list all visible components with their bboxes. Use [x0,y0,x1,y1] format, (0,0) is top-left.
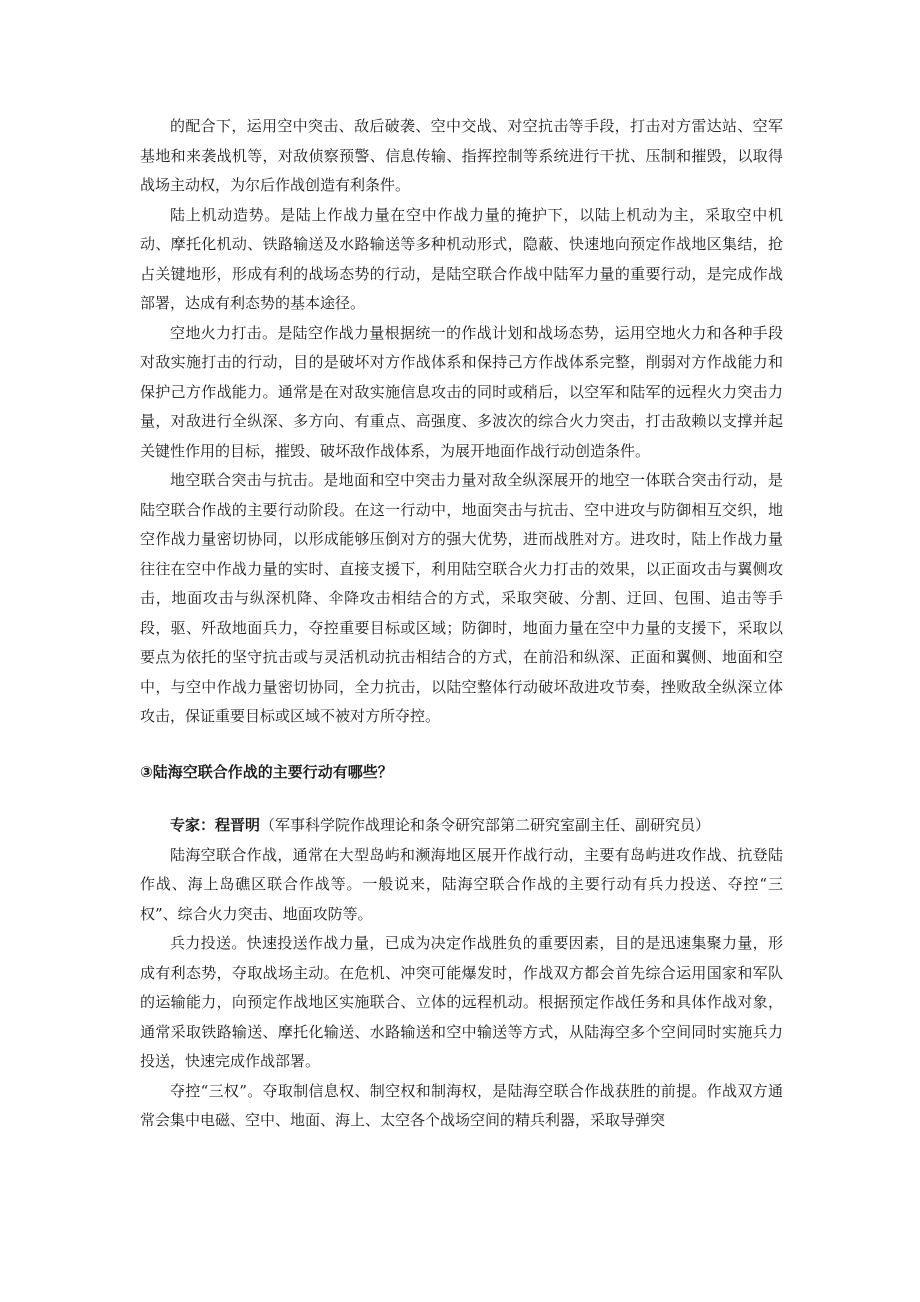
paragraph-air-strike-continuation: 的配合下，运用空中突击、敌后破袭、空中交战、对空抗击等手段，打击对方雷达站、空军基地和来袭战机等，对敌侦察预警、信息传输、指挥控制等系统进行干扰、压制和摧毁，以取得战场主动权，为尔后作战创造有利条件。 [140,117,783,194]
paragraph-air-ground-assault: 地空联合突击与抗击。是地面和空中突击力量对敌全纵深展开的地空一体联合突击行动，是陆空联合作战的主要行动阶段。在这一行动中，地面突击与抗击、空中进攻与防御相互交织，地空作战力量密切协同，以形成能够压倒对方的强大优势，进而战胜对方。进攻时，陆上作战力量往往在空中作战力量的实时、直接支援下，利用陆空联合火力打击的效果，以正面攻击与翼侧攻击，地面攻击与纵深机降、伞降攻击相结合的方式，采取突破、分割、迂回、包围、追击等手段，驱、歼敌地面兵力，夺控重要目标或区域；防御时，地面力量在空中力量的支援下，采取以要点为依托的坚守抗击或与灵活机动抗击相结合的方式，在前沿和纵深、正面和翼侧、地面和空中，与空中作战力量密切协同，全力抗击，以陆空整体行动破坏敌进攻节奏，挫败敌全纵深立体攻击，保证重要目标或区域不被对方所夺控。 [140,471,783,725]
section-question-heading: ③陆海空联合作战的主要行动有哪些？ [140,762,393,781]
paragraph-three-supremacies: 夺控“三权”。夺取制信息权、制空权和制海权，是陆海空联合作战获胜的前提。作战双方通常会集中电磁、空中、地面、海上、太空各个战场空间的精兵利器，采取导弹突 [140,1081,783,1129]
paragraph-land-maneuver: 陆上机动造势。是陆上作战力量在空中作战力量的掩护下，以陆上机动为主，采取空中机动、摩托化机动、铁路输送及水路输送等多种机动形式，隐蔽、快速地向预定作战地区集结，抢占关键地形，形成有利的战场态势的行动，是陆空联合作战中陆军力量的重要行动，是完成作战部署，达成有利态势的基本途径。 [140,205,783,312]
paragraph-joint-ops-intro: 陆海空联合作战，通常在大型岛屿和濒海地区展开作战行动，主要有岛屿进攻作战、抗登陆作战、海上岛礁区联合作战等。一般说来，陆海空联合作战的主要行动有兵力投送、夺控“三权”、综合火力突击、地面攻防等。 [140,845,783,923]
expert-attribution [140,811,783,841]
document-body [140,112,783,1136]
expert-name-label: 专家：程晋明 [170,816,261,834]
paragraph-air-ground-fire-strike: 空地火力打击。是陆空作战力量根据统一的作战计划和战场态势，运用空地火力和各种手段对敌实施打击的行动，目的是破坏对方作战体系和保持己方作战体系完整，削弱对方作战能力和保护己方作战能力。通常是在对敌实施信息攻击的同时或稍后，以空军和陆军的远程火力突击力量，对敌进行全纵深、多方向、有重点、高强度、多波次的综合火力突击，打击敌赖以支撑并起关键性作用的目标，摧毁、破坏敌作战体系，为展开地面作战行动创造条件。 [140,323,783,460]
paragraph-force-projection: 兵力投送。快速投送作战力量，已成为决定作战胜负的重要因素，目的是迅速集聚力量，形成有利态势，夺取战场主动。在危机、冲突可能爆发时，作战双方都会首先综合运用国家和军队的运输能力，向预定作战地区实施联合、立体的远程机动。根据预定作战任务和具体作战对象，通常采取铁路输送、摩托化输送、水路输送和空中输送等方式，从陆海空多个空间同时实施兵力投送，快速完成作战部署。 [140,934,783,1070]
expert-affiliation: （军事科学院作战理论和条令研究部第二研究室副主任、副研究员） [260,816,711,834]
